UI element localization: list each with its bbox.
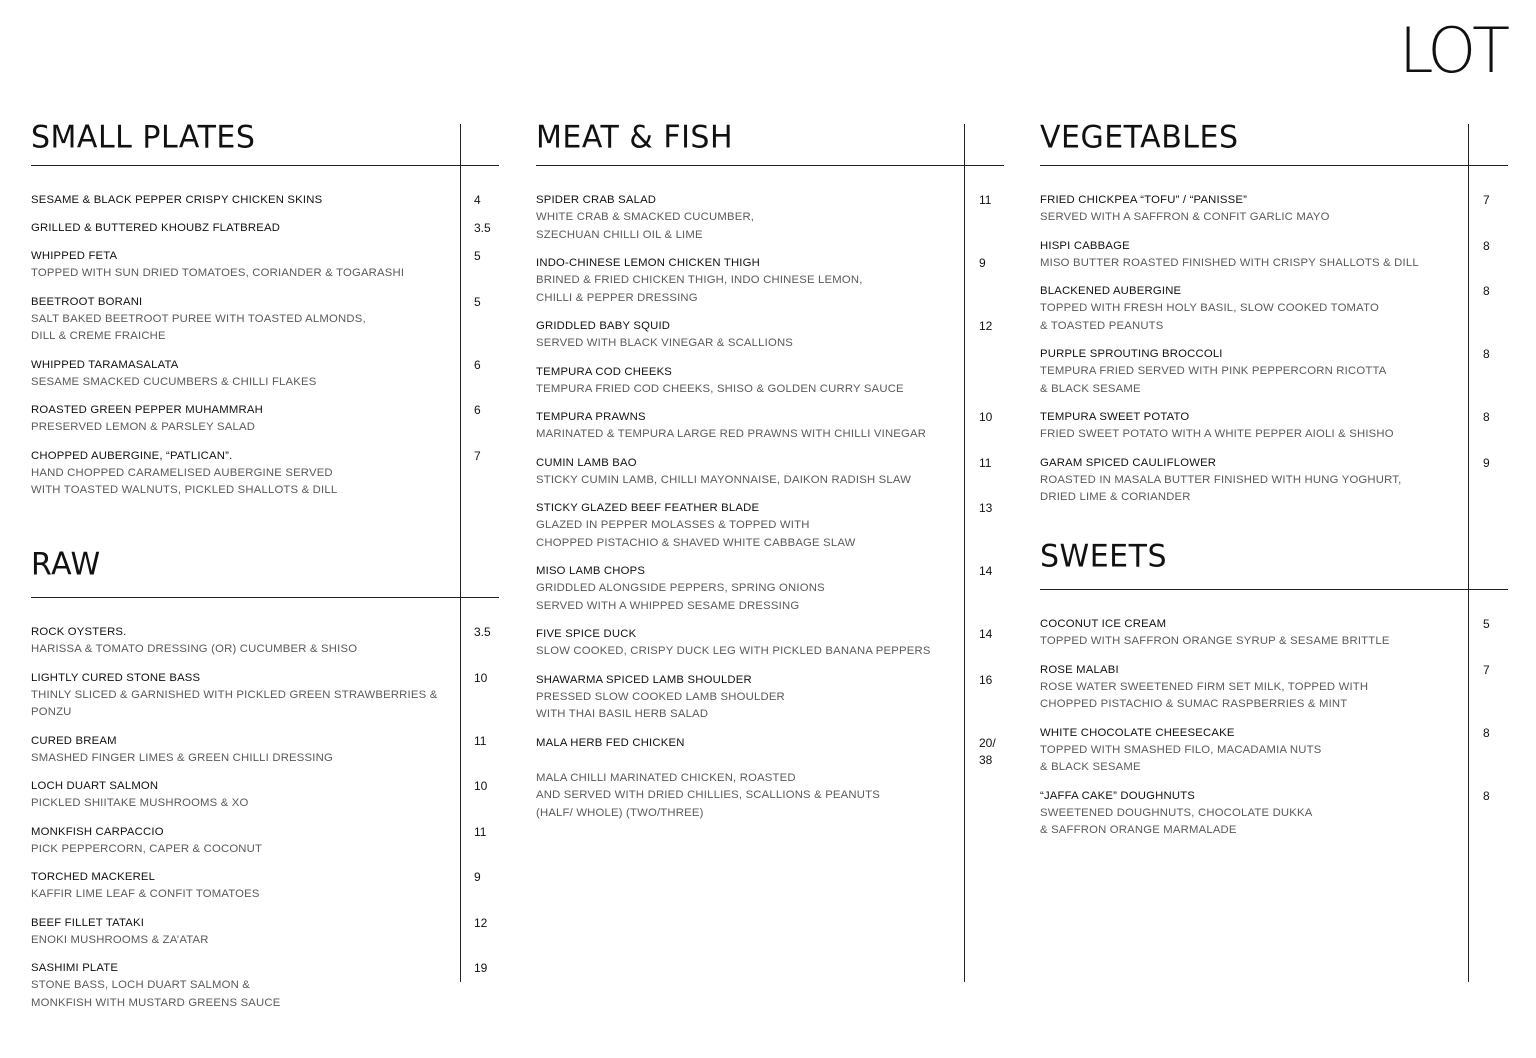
item-name: BLACKENED AUBERGINE — [1040, 285, 1182, 297]
section-vegetables — [1040, 118, 1508, 518]
restaurant-logo: LOT — [1398, 14, 1506, 87]
menu-column-middle — [536, 0, 1006, 1058]
item-description: MALA CHILLI MARINATED CHICKEN, ROASTED AND SERVED WITH DRIED CHILLIES, SCALLIONS & PEANUTS (HALF/ WHOLE) (TWO/THREE) — [536, 771, 880, 819]
item-price: 8 — [1483, 347, 1490, 361]
item-name: TEMPURA PRAWNS — [536, 411, 646, 423]
item-name: ROASTED GREEN PEPPER MUHAMMRAH — [31, 404, 263, 416]
section-raw — [31, 545, 499, 1023]
item-description: SMASHED FINGER LIMES & GREEN CHILLI DRESSING — [31, 751, 333, 764]
menu-item — [31, 733, 499, 768]
item-name: ROSE MALABI — [1040, 663, 1119, 676]
item-description: BRINED & FRIED CHICKEN THIGH, INDO CHINESE LEMON, CHILLI & PEPPER DRESSING — [536, 274, 863, 304]
item-name: BEEF FILLET TATAKI — [31, 916, 145, 929]
item-price: 8 — [1483, 410, 1490, 424]
item-list — [1040, 192, 1508, 507]
menu-item — [1040, 616, 1508, 651]
section-sweets — [1040, 537, 1508, 851]
item-name: TORCHED MACKEREL — [31, 871, 156, 883]
menu-item — [31, 869, 499, 904]
item-description: SERVED WITH BLACK VINEGAR & SCALLIONS — [536, 337, 794, 349]
menu-item — [1040, 455, 1508, 507]
item-name: FRIED CHICKPEA “TOFU” / “PANISSE” — [1040, 194, 1248, 206]
menu-item — [1040, 662, 1508, 714]
menu-item — [1040, 283, 1508, 335]
item-name: HISPI CABBAGE — [1040, 239, 1130, 252]
menu-item — [1040, 346, 1508, 398]
menu-item — [31, 448, 499, 500]
item-description: TOPPED WITH SMASHED FILO, MACADAMIA NUTS & BLACK SESAME — [1040, 743, 1322, 773]
menu-item — [31, 670, 499, 722]
menu-item — [1040, 238, 1508, 273]
item-description: STICKY CUMIN LAMB, CHILLI MAYONNAISE, DAIKON RADISH SLAW — [536, 473, 912, 486]
item-description: PRESERVED LEMON & PARSLEY SALAD — [31, 421, 256, 433]
menu-item — [31, 778, 499, 813]
item-name: BEETROOT BORANI — [31, 295, 143, 308]
item-name: GRIDDLED BABY SQUID — [536, 320, 671, 332]
item-price: 6 — [474, 403, 481, 417]
item-price: 9 — [1483, 455, 1490, 470]
menu-item — [1040, 788, 1508, 840]
item-name: GRILLED & BUTTERED KHOUBZ FLATBREAD — [31, 222, 281, 234]
item-name: MALA HERB FED CHICKEN — [536, 736, 685, 749]
item-description: SALT BAKED BEETROOT PUREE WITH TOASTED ALMONDS, DILL & CREME FRAICHE — [31, 312, 366, 342]
menu-item — [536, 500, 1004, 552]
menu-item — [536, 563, 1004, 615]
item-description: STONE BASS, LOCH DUART SALMON & MONKFISH WITH MUSTARD GREENS SAUCE — [31, 979, 281, 1009]
item-name: GARAM SPICED CAULIFLOWER — [1040, 456, 1217, 469]
menu-item — [31, 960, 499, 1012]
item-description: TOPPED WITH SUN DRIED TOMATOES, CORIANDER & TOGARASHI — [31, 267, 405, 279]
menu-column-left — [31, 0, 501, 1058]
item-price: 12 — [979, 319, 993, 333]
item-price: 13 — [979, 501, 993, 515]
section-title: SWEETS — [1040, 538, 1167, 575]
menu-item — [536, 735, 1004, 823]
item-description: PICKLED SHIITAKE MUSHROOMS & XO — [31, 797, 249, 809]
menu-item — [31, 915, 499, 950]
item-description: TOPPED WITH FRESH HOLY BASIL, SLOW COOKED TOMATO & TOASTED PEANUTS — [1040, 302, 1379, 332]
item-price: 9 — [979, 256, 986, 270]
item-price: 5 — [1483, 617, 1490, 631]
item-name: COCONUT ICE CREAM — [1040, 618, 1167, 630]
menu-item — [536, 192, 1004, 244]
item-name: SESAME & BLACK PEPPER CRISPY CHICKEN SKINS — [31, 194, 323, 206]
section-title: RAW — [31, 546, 101, 583]
item-description: SERVED WITH A SAFFRON & CONFIT GARLIC MAYO — [1040, 211, 1330, 223]
item-description: ENOKI MUSHROOMS & ZA’ATAR — [31, 933, 209, 946]
item-price: 14 — [979, 627, 993, 641]
item-name: CUMIN LAMB BAO — [536, 456, 637, 469]
item-price: 3.5 — [474, 221, 491, 235]
item-description: SLOW COOKED, CRISPY DUCK LEG WITH PICKLED BANANA PEPPERS — [536, 645, 931, 657]
item-price: 11 — [474, 824, 487, 839]
section-title: VEGETABLES — [1040, 119, 1239, 156]
item-price: 10 — [979, 410, 993, 424]
item-description: THINLY SLICED & GARNISHED WITH PICKLED GREEN STRAWBERRIES & PONZU — [31, 688, 438, 718]
item-name: MISO LAMB CHOPS — [536, 565, 646, 577]
menu-column-right — [1040, 0, 1510, 1058]
item-price: 5 — [474, 249, 481, 263]
item-name: WHIPPED TARAMASALATA — [31, 358, 179, 371]
item-name: TEMPURA SWEET POTATO — [1040, 411, 1190, 423]
item-name: ROCK OYSTERS. — [31, 626, 127, 638]
menu-item — [31, 357, 499, 392]
item-price: 10 — [474, 670, 488, 685]
item-name: WHIPPED FETA — [31, 250, 118, 262]
item-price: 20/ 38 — [979, 735, 996, 767]
item-name: MONKFISH CARPACCIO — [31, 825, 164, 838]
item-description: SWEETENED DOUGHNUTS, CHOCOLATE DUKKA & SAFFRON ORANGE MARMALADE — [1040, 806, 1313, 836]
section-title: MEAT & FISH — [536, 119, 734, 156]
item-price: 19 — [474, 961, 488, 975]
item-price: 8 — [1483, 238, 1490, 253]
item-name: TEMPURA COD CHEEKS — [536, 365, 673, 378]
menu-item — [31, 402, 499, 437]
item-price: 11 — [979, 193, 992, 207]
item-price: 11 — [474, 733, 487, 748]
section-rule — [1040, 165, 1508, 166]
item-name: SASHIMI PLATE — [31, 962, 119, 974]
item-description: HARISSA & TOMATO DRESSING (OR) CUCUMBER & SHISO — [31, 643, 358, 655]
menu-item — [536, 626, 1004, 661]
item-description: ROSE WATER SWEETENED FIRM SET MILK, TOPPED WITH CHOPPED PISTACHIO & SUMAC RASPBERRIES & MINT — [1040, 680, 1369, 710]
item-price: 3.5 — [474, 625, 491, 639]
menu-item — [31, 294, 499, 346]
item-description: MARINATED & TEMPURA LARGE RED PRAWNS WITH CHILLI VINEGAR — [536, 428, 927, 440]
item-price: 10 — [474, 779, 488, 793]
menu-item — [31, 192, 499, 209]
item-price: 7 — [474, 448, 481, 463]
item-description: WHITE CRAB & SMACKED CUCUMBER, SZECHUAN CHILLI OIL & LIME — [536, 211, 755, 241]
menu-item — [1040, 409, 1508, 444]
item-price: 14 — [979, 564, 993, 578]
menu-item — [536, 455, 1004, 490]
item-price: 4 — [474, 193, 481, 207]
section-rule — [31, 597, 499, 598]
item-price: 6 — [474, 357, 481, 372]
item-price: 8 — [1483, 788, 1490, 803]
item-list — [31, 624, 499, 1012]
item-price: 7 — [1483, 662, 1490, 677]
item-price: 8 — [1483, 725, 1490, 740]
menu-item — [31, 220, 499, 237]
item-name: FIVE SPICE DUCK — [536, 628, 637, 640]
item-description: PRESSED SLOW COOKED LAMB SHOULDER WITH THAI BASIL HERB SALAD — [536, 690, 785, 720]
item-price: 7 — [1483, 193, 1490, 207]
item-description: SESAME SMACKED CUCUMBERS & CHILLI FLAKES — [31, 375, 317, 388]
item-name: “JAFFA CAKE” DOUGHNUTS — [1040, 789, 1196, 802]
item-price: 5 — [474, 294, 481, 309]
item-name: CHOPPED AUBERGINE, “PATLICAN”. — [31, 449, 233, 462]
item-name: LIGHTLY CURED STONE BASS — [31, 671, 201, 684]
item-description: ROASTED IN MASALA BUTTER FINISHED WITH HUNG YOGHURT, DRIED LIME & CORIANDER — [1040, 473, 1402, 503]
item-name: SPIDER CRAB SALAD — [536, 194, 657, 206]
section-rule — [536, 165, 1004, 166]
item-description: TEMPURA FRIED COD CHEEKS, SHISO & GOLDEN CURRY SAUCE — [536, 382, 904, 395]
item-description: MISO BUTTER ROASTED FINISHED WITH CRISPY SHALLOTS & DILL — [1040, 256, 1419, 269]
section-small-plates — [31, 118, 499, 511]
item-description: GRIDDLED ALONGSIDE PEPPERS, SPRING ONIONS SERVED WITH A WHIPPED SESAME DRESSING — [536, 582, 825, 612]
item-description: TOPPED WITH SAFFRON ORANGE SYRUP & SESAME BRITTLE — [1040, 635, 1390, 647]
item-price: 12 — [474, 915, 488, 930]
menu-item — [536, 672, 1004, 724]
item-name: STICKY GLAZED BEEF FEATHER BLADE — [536, 502, 760, 514]
item-list — [536, 192, 1004, 822]
menu-item — [536, 364, 1004, 399]
item-description: KAFFIR LIME LEAF & CONFIT TOMATOES — [31, 888, 260, 900]
section-title: SMALL PLATES — [31, 119, 256, 156]
menu-item — [31, 824, 499, 859]
item-description: TEMPURA FRIED SERVED WITH PINK PEPPERCORN RICOTTA & BLACK SESAME — [1040, 365, 1387, 395]
item-price: 11 — [979, 455, 992, 470]
item-description: GLAZED IN PEPPER MOLASSES & TOPPED WITH CHOPPED PISTACHIO & SHAVED WHITE CABBAGE SLAW — [536, 519, 856, 549]
menu-item — [1040, 725, 1508, 777]
item-price: 9 — [474, 870, 481, 884]
item-price: 8 — [1483, 284, 1490, 298]
section-meat-fish — [536, 118, 1004, 833]
item-description: HAND CHOPPED CARAMELISED AUBERGINE SERVED WITH TOASTED WALNUTS, PICKLED SHALLOTS & DILL — [31, 466, 338, 496]
item-name: LOCH DUART SALMON — [31, 780, 159, 792]
menu-item — [31, 248, 499, 283]
section-rule — [31, 165, 499, 166]
item-list — [1040, 616, 1508, 840]
menu-item — [536, 318, 1004, 353]
item-name: CURED BREAM — [31, 734, 117, 747]
item-description: FRIED SWEET POTATO WITH A WHITE PEPPER AIOLI & SHISHO — [1040, 428, 1394, 440]
item-price: 16 — [979, 672, 993, 687]
menu-item — [1040, 192, 1508, 227]
item-description: PICK PEPPERCORN, CAPER & COCONUT — [31, 842, 263, 855]
menu-item — [536, 409, 1004, 444]
item-list — [31, 192, 499, 500]
section-rule — [1040, 589, 1508, 590]
menu-item — [31, 624, 499, 659]
item-name: INDO-CHINESE LEMON CHICKEN THIGH — [536, 257, 760, 269]
item-name: PURPLE SPROUTING BROCCOLI — [1040, 348, 1223, 360]
item-name: SHAWARMA SPICED LAMB SHOULDER — [536, 673, 752, 686]
menu-item — [536, 255, 1004, 307]
item-name: WHITE CHOCOLATE CHEESECAKE — [1040, 726, 1235, 739]
